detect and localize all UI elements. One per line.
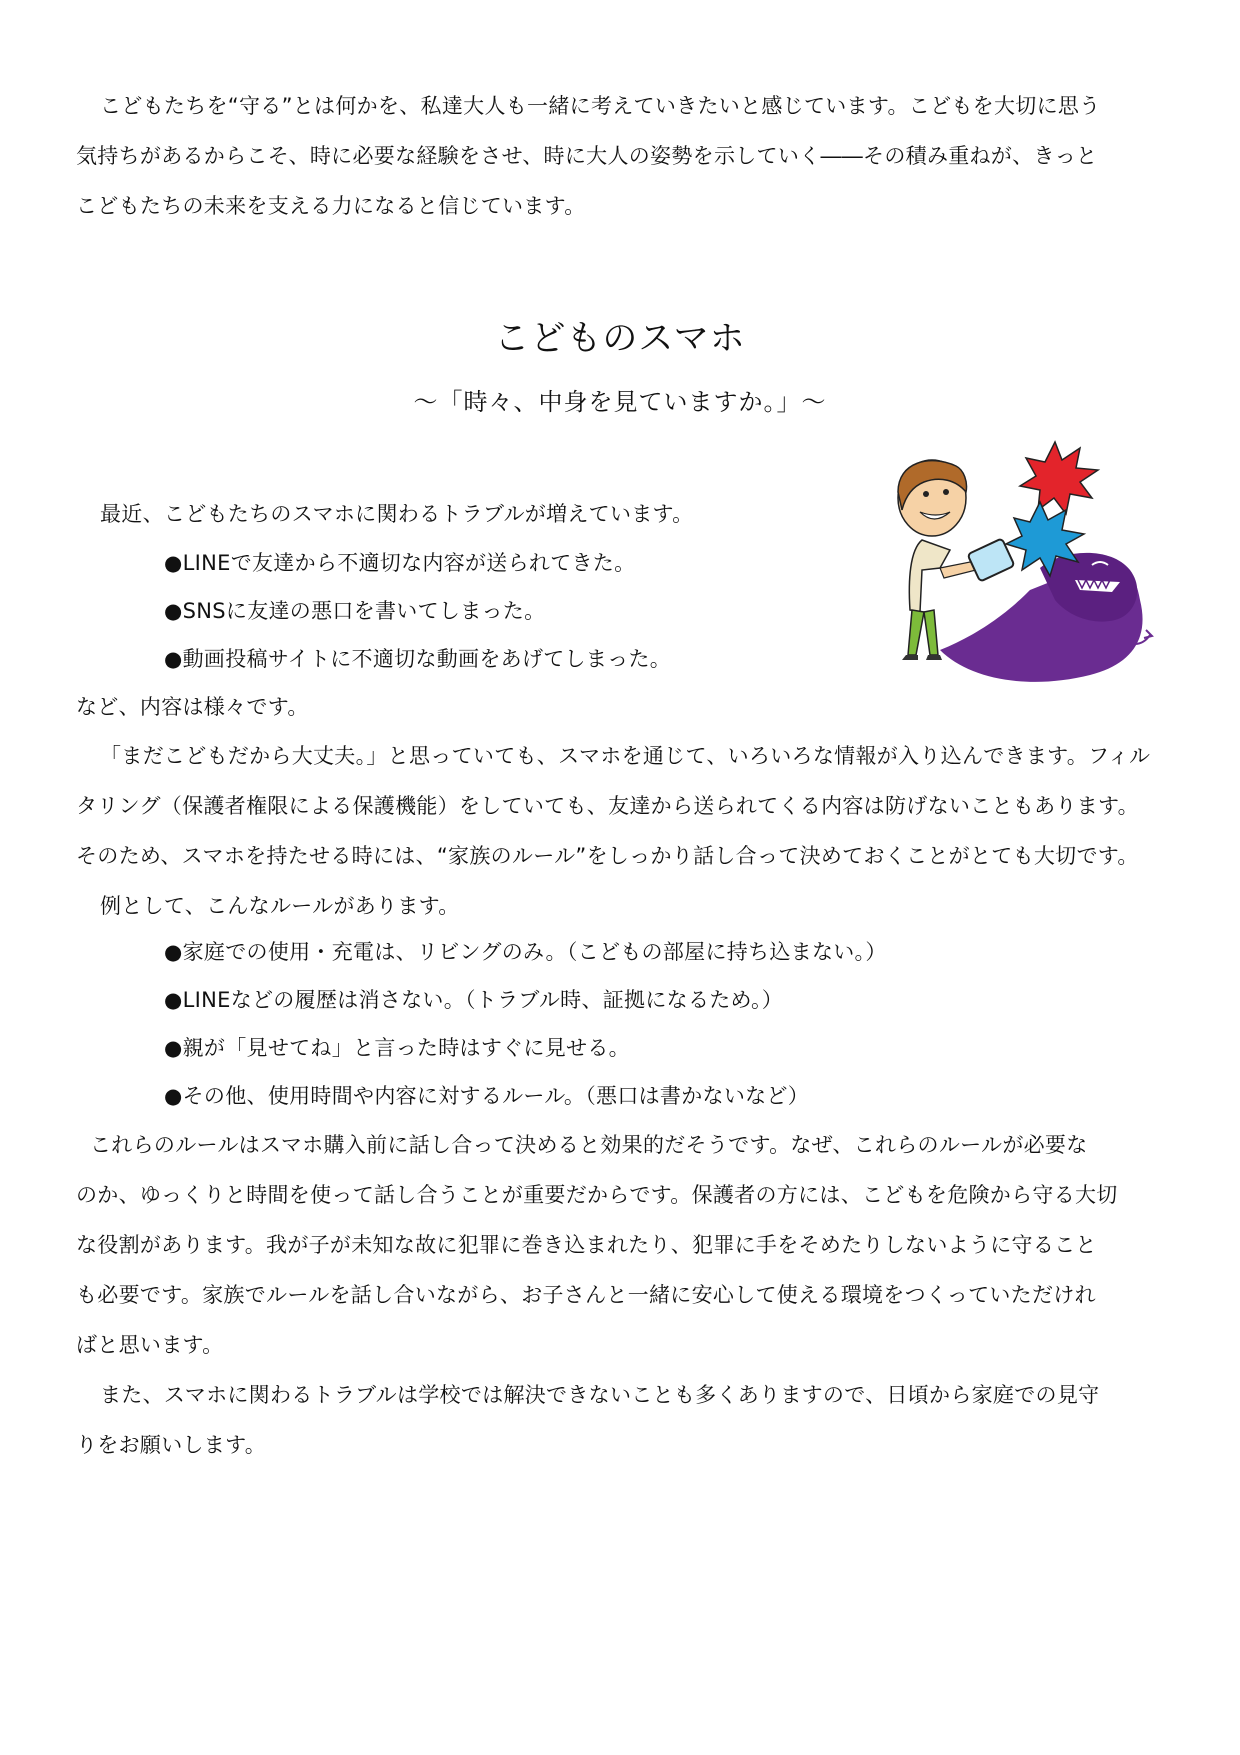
rule-bullet: ●LINEなどの履歴は消さない。（トラブル時、証拠になるため。） <box>164 988 784 1012</box>
intro-line: こどもたちの未来を支える力になると信じています。 <box>76 194 586 218</box>
rule-bullet: ●親が「見せてね」と言った時はすぐに見せる。 <box>164 1036 630 1060</box>
closing-line: ばと思います。 <box>76 1333 224 1357</box>
closing-line: りをお願いします。 <box>76 1433 267 1457</box>
trouble-bullet: ●動画投稿サイトに不適切な動画をあげてしまった。 <box>164 647 672 671</box>
rule-bullet: ●その他、使用時間や内容に対するルール。（悪口は書かないなど） <box>164 1084 810 1108</box>
explain-line: 「まだこどもだから大丈夫。」と思っていても、スマホを通じて、いろいろな情報が入り込んできます。フィル <box>100 744 1151 768</box>
closing-paragraph <box>76 1120 1168 1470</box>
closing-line: な役割があります。我が子が未知な故に犯罪に巻き込まれたり、犯罪に手をそめたりしないように守ること <box>76 1233 1097 1257</box>
intro-paragraph <box>76 81 1168 231</box>
rule-bullet: ●家庭での使用・充電は、リビングのみ。（こどもの部屋に持ち込まない。） <box>164 940 887 964</box>
child-smartphone-illustration <box>880 440 1170 712</box>
intro-line: 気持ちがあるからこそ、時に必要な経験をさせ、時に大人の姿勢を示していく――その積み重ねが、きっと <box>76 144 1098 168</box>
trouble-bullet: ●SNSに友達の悪口を書いてしまった。 <box>164 599 546 623</box>
section-subtitle: ～「時々、中身を見ていますか。」～ <box>413 388 827 416</box>
closing-line: も必要です。家族でルールを話し合いながら、お子さんと一緒に安心して使える環境をつくっていただけれ <box>76 1283 1096 1307</box>
closing-line: のか、ゆっくりと時間を使って話し合うことが重要だからです。保護者の方には、こどもを危険から守る大切 <box>76 1183 1118 1207</box>
intro-line: こどもたちを“守る”とは何かを、私達大人も一緒に考えていきたいと感じています。こどもを大切に思う <box>100 94 1101 118</box>
closing-line: これらのルールはスマホ購入前に話し合って決めると効果的だそうです。なぜ、これらのルールが必要な <box>90 1133 1088 1157</box>
closing-line: また、スマホに関わるトラブルは学校では解決できないことも多くありますので、日頃から家庭での見守 <box>100 1383 1100 1407</box>
trouble-lead-text: 最近、こどもたちのスマホに関わるトラブルが増えています。 <box>100 502 694 526</box>
explain-line: 例として、こんなルールがあります。 <box>100 894 460 918</box>
explain-paragraph <box>76 731 1168 931</box>
trouble-bullet: ●LINEで友達から不適切な内容が送られてきた。 <box>164 551 636 575</box>
section-title: こどものスマホ <box>494 319 746 359</box>
explain-line: タリング（保護者権限による保護機能）をしていても、友達から送られてくる内容は防げないこともあります。 <box>76 794 1139 818</box>
explain-line: そのため、スマホを持たせる時には、“家族のルール”をしっかり話し合って決めておくことがとても大切です。 <box>76 844 1139 868</box>
trouble-tail-text: など、内容は様々です。 <box>76 695 309 719</box>
